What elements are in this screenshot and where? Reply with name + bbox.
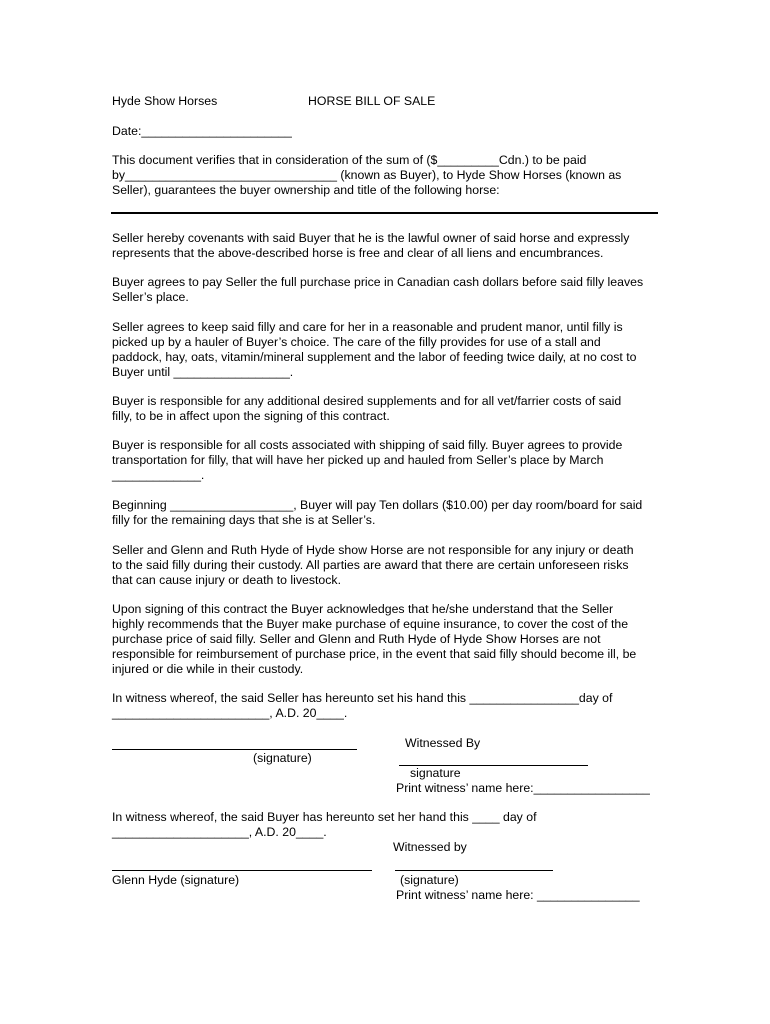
intro-paragraph	[112, 153, 621, 198]
seller-signature-line	[112, 749, 357, 750]
buyer-witness-signature-label: (signature)	[400, 873, 459, 887]
clause-line: highly recommends that the Buyer make purchase of equine insurance, to cover the cost of the	[112, 617, 629, 631]
clause-line: responsible for reimbursement of purchase price, in the event that said filly should become ill, be	[112, 647, 637, 661]
witness-line: _______________________, A.D. 20____.	[112, 706, 348, 720]
clause-line: Buyer is responsible for any additional desired supplements and for all vet/farrier costs of said	[112, 394, 622, 408]
clause-line: filly for the remaining days that she is at Seller’s.	[112, 513, 376, 527]
clause-line: Beginning __________________, Buyer will pay Ten dollars ($10.00) per day room/board for said	[112, 498, 643, 512]
clause-board	[112, 498, 642, 528]
clause-line: injured or die while in their custody.	[112, 662, 304, 676]
org-name: Hyde Show Horses	[112, 94, 218, 108]
clause-line: filly, to be in affect upon the signing of this contract.	[112, 409, 390, 423]
buyer-signature-line	[112, 870, 372, 871]
seller-witness-signature-label: signature	[410, 766, 461, 780]
clause-line: Seller agrees to keep said filly and care for her in a reasonable and prudent manor, until filly is	[112, 320, 623, 334]
intro-line: by_______________________________ (known as Buyer), to Hyde Show Horses (known as	[112, 168, 622, 182]
buyer-witness-signature-line	[395, 870, 553, 871]
clause-line: represents that the above-described horse is free and clear of all liens and encumbrances.	[112, 246, 604, 260]
clause-line: that can cause injury or death to livestock.	[112, 573, 341, 587]
clause-line: Buyer agrees to pay Seller the full purchase price in Canadian cash dollars before said filly leaves	[112, 275, 644, 289]
clause-line: _____________.	[112, 468, 205, 482]
buyer-signature-label: Glenn Hyde (signature)	[112, 873, 240, 887]
witness-line: ____________________, A.D. 20____.	[112, 825, 327, 839]
horizontal-rule	[111, 212, 658, 214]
clause-line: transportation for filly, that will have her picked up and hauled from Seller’s place by March	[112, 453, 604, 467]
clause-line: Seller and Glenn and Ruth Hyde of Hyde show Horse are not responsible for any injury or death	[112, 543, 634, 557]
clause-line: Seller hereby covenants with said Buyer that he is the lawful owner of said horse and expressly	[112, 231, 630, 245]
buyer-witness-statement	[112, 810, 537, 840]
clause-line: to the said filly during their custody. All parties are award that there are certain unforeseen risks	[112, 558, 629, 572]
intro-line: This document verifies that in consideration of the sum of ($_________Cdn.) to be paid	[112, 153, 587, 167]
clause-line: Buyer is responsible for all costs associated with shipping of said filly. Buyer agrees to provide	[112, 438, 623, 452]
clause-line: paddock, hay, oats, vitamin/mineral supplement and the labor of feeding twice daily, at no cost to	[112, 350, 637, 364]
clause-line: purchase price of said filly. Seller and Glenn and Ruth Hyde of Hyde Show Horses are not	[112, 632, 601, 646]
intro-line: Seller), guarantees the buyer ownership and title of the following horse:	[112, 183, 500, 197]
clause-covenant	[112, 231, 629, 261]
clause-vet-costs	[112, 394, 621, 424]
clause-liability	[112, 543, 634, 588]
document-title: HORSE BILL OF SALE	[308, 94, 436, 108]
seller-signature-label: (signature)	[253, 751, 312, 765]
clause-line: Seller’s place.	[112, 290, 189, 304]
clause-shipping	[112, 438, 622, 483]
clause-line: Upon signing of this contract the Buyer acknowledges that he/she understand that the Seller	[112, 602, 614, 616]
seller-witnessed-by: Witnessed By	[405, 736, 481, 750]
buyer-witnessed-by: Witnessed by	[393, 840, 467, 854]
date-line: Date:______________________	[112, 124, 292, 138]
clause-payment	[112, 275, 643, 305]
seller-witness-statement	[112, 691, 612, 721]
clause-line: picked up by a hauler of Buyer’s choice. The care of the filly provides for use of a stall and	[112, 335, 601, 349]
clause-insurance	[112, 602, 636, 677]
clause-care	[112, 320, 637, 380]
clause-line: Buyer until _________________.	[112, 365, 294, 379]
seller-witness-print-name: Print witness’ name here:_________________	[396, 781, 650, 795]
buyer-witness-print-name: Print witness’ name here: _______________	[396, 888, 640, 902]
witness-line: In witness whereof, the said Seller has hereunto set his hand this ________________day of	[112, 691, 613, 705]
witness-line: In witness whereof, the said Buyer has hereunto set her hand this ____ day of	[112, 810, 537, 824]
